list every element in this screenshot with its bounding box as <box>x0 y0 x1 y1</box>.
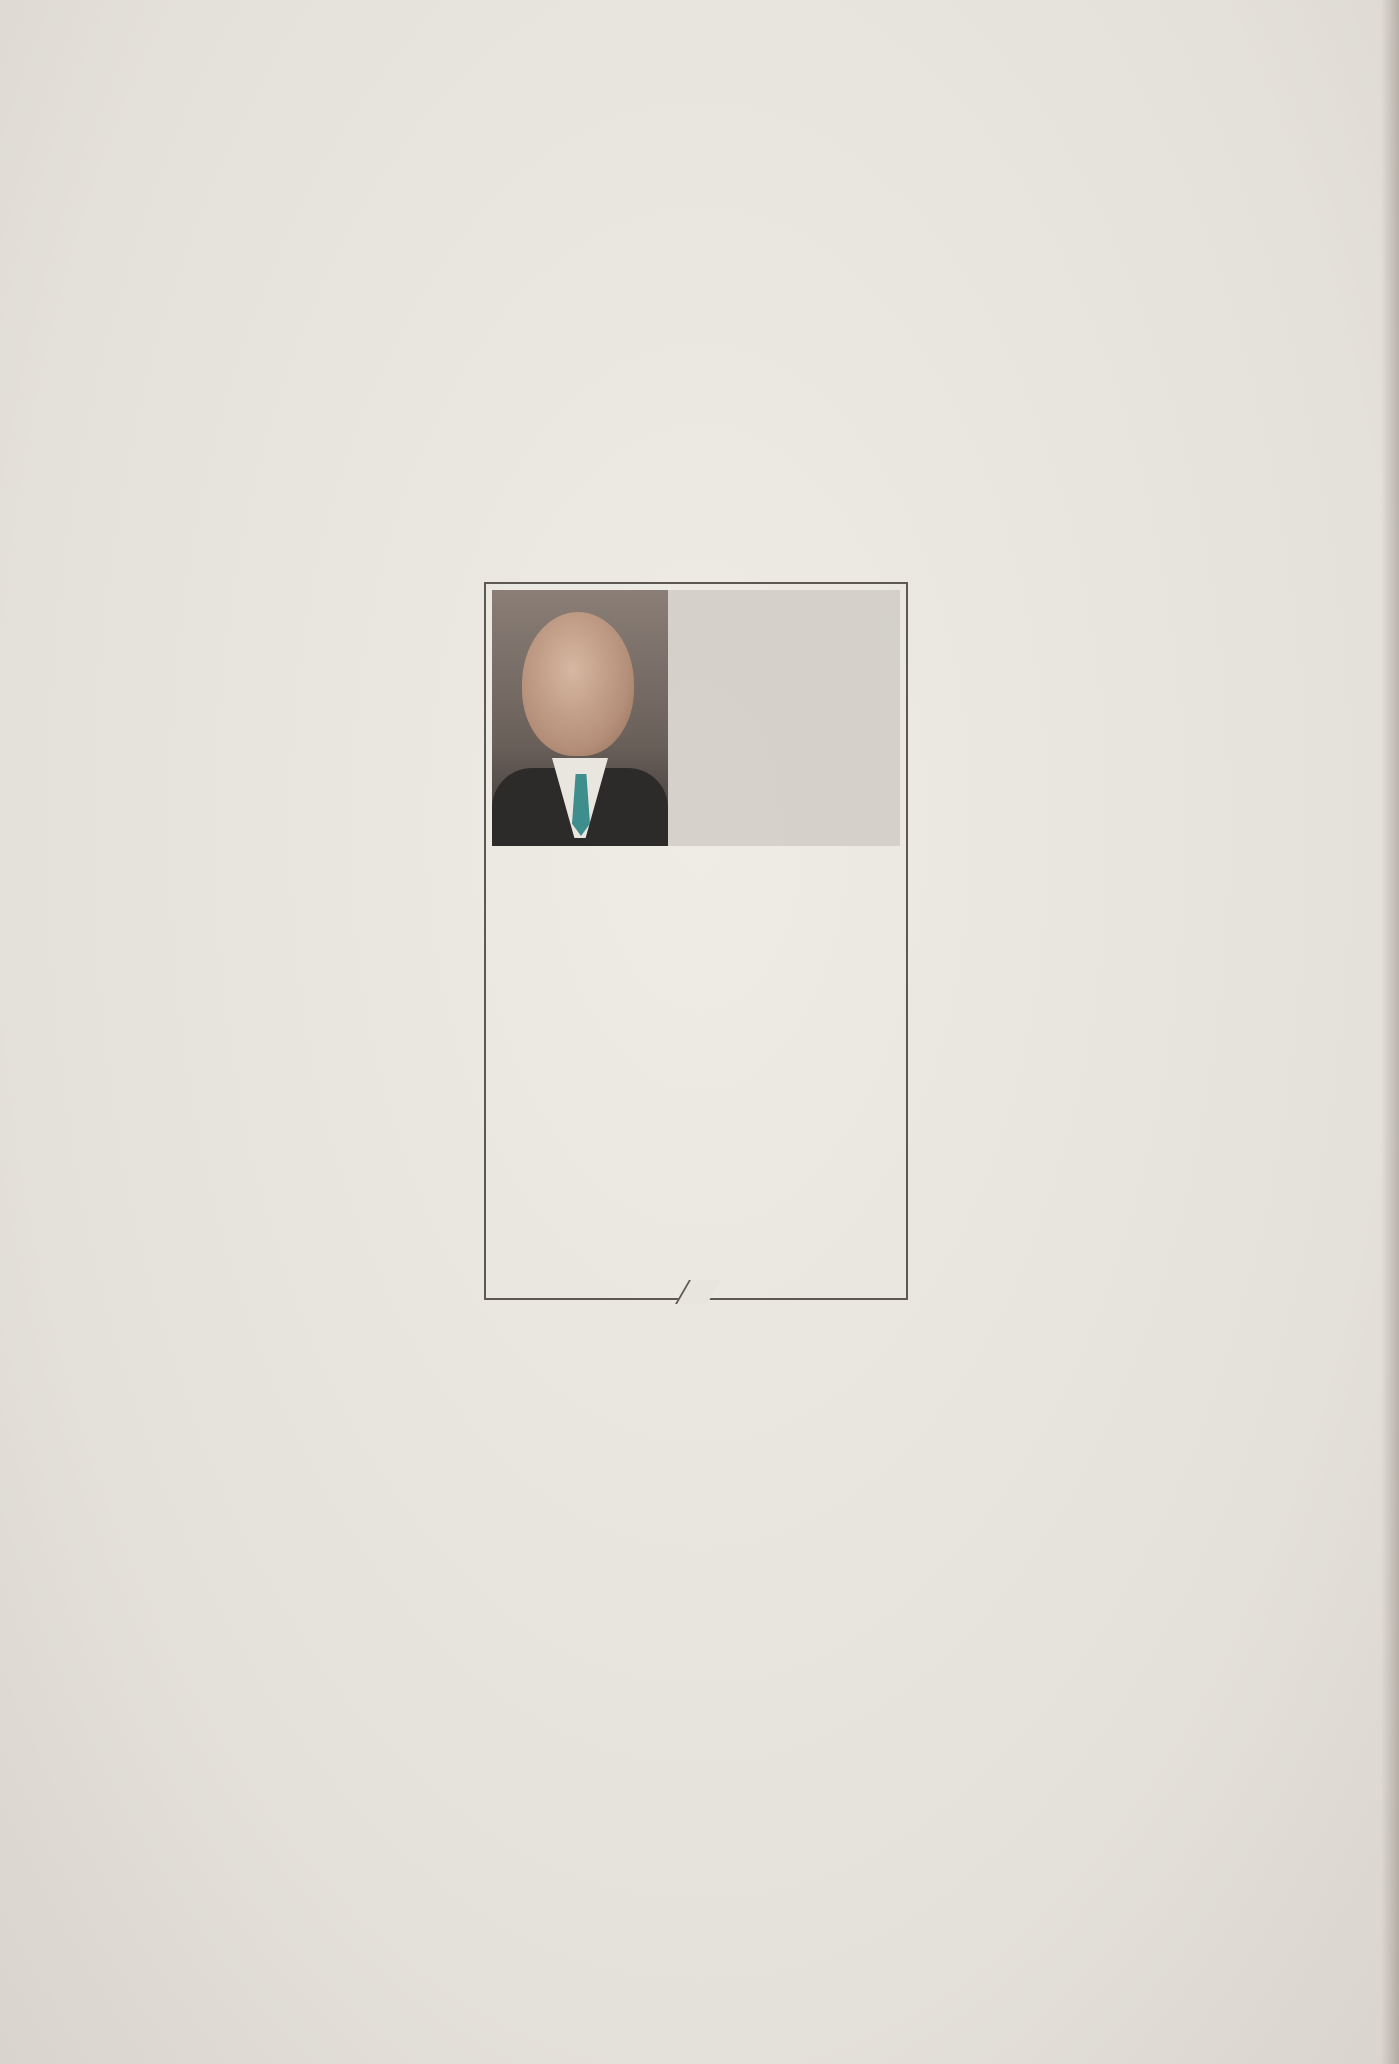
byline-background <box>668 590 900 846</box>
page-edge-shadow <box>1381 0 1399 2064</box>
pull-quote-box <box>484 582 908 1300</box>
pull-quote-notch <box>675 1280 721 1304</box>
portrait-head <box>522 612 634 756</box>
author-portrait-icon <box>492 590 668 846</box>
byline-header <box>486 584 906 852</box>
